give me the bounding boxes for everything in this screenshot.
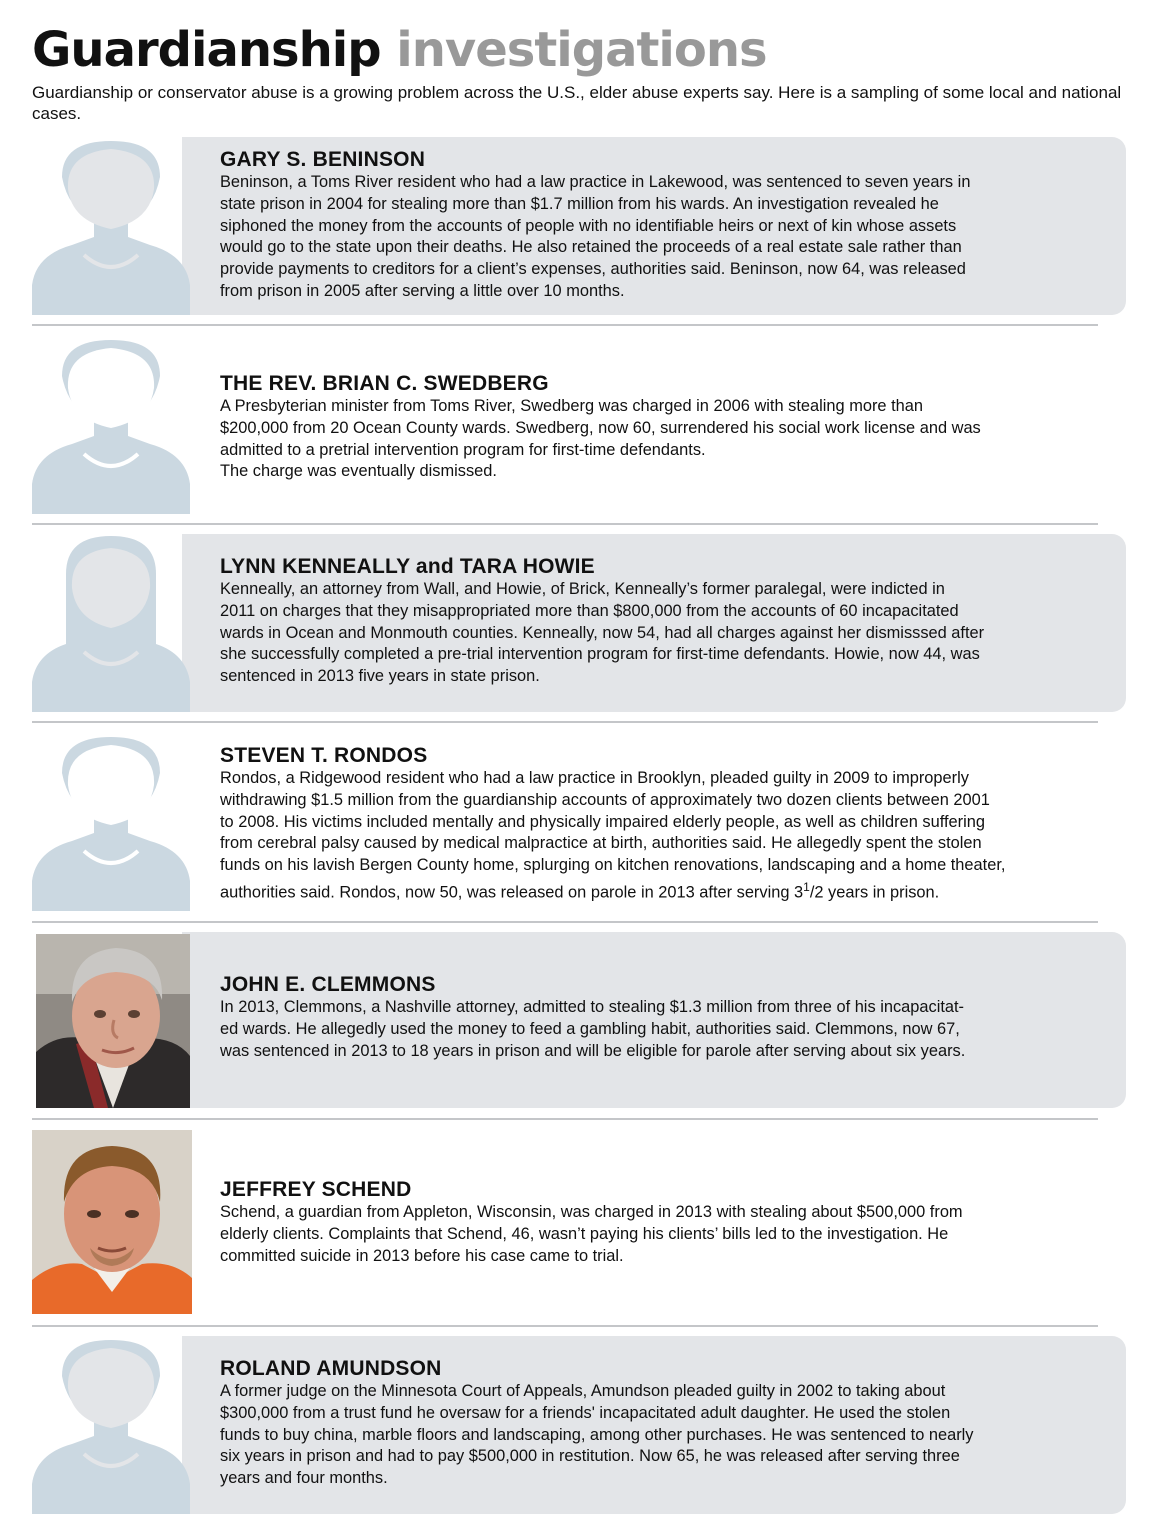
male-silhouette-icon bbox=[32, 137, 190, 315]
case-text bbox=[220, 148, 1110, 303]
case-entry-rondos bbox=[32, 733, 1126, 911]
schend-photo bbox=[32, 1130, 192, 1314]
title-dark: Guardianship bbox=[32, 22, 381, 78]
divider bbox=[32, 1118, 1098, 1120]
case-name: JOHN E. CLEMMONS bbox=[220, 973, 436, 996]
case-description-end: years in prison. bbox=[823, 883, 940, 902]
case-description: A former judge on the Minnesota Court of Appeals, Amundson pleaded guilty in 2002 to taking about $300,000 from a trust fund he oversaw for a friends' incapacitated adult daughter. He used the stolen funds to buy china, marble floors and landscaping, among other purchases. He was sentenced to nearly six years in prison and had to pay $500,000 in restitution. Now 65, he was released after serving three years and four months. bbox=[220, 1382, 974, 1488]
divider bbox=[32, 1325, 1098, 1327]
case-name: ROLAND AMUNDSON bbox=[220, 1357, 442, 1380]
case-description: A Presbyterian minister from Toms River, Swedberg was charged in 2006 with stealing more than $200,000 from 20 Ocean County wards. Swedberg, now 60, surrendered his social work license and was admitted to a pretrial intervention program for first-time defendants. The charge was eventually dismissed. bbox=[220, 397, 981, 481]
female-silhouette-icon bbox=[32, 534, 190, 712]
case-text bbox=[220, 744, 1110, 904]
case-description: Kenneally, an attorney from Wall, and Howie, of Brick, Kenneally’s former paralegal, were indicted in 2011 on charges that they misappropriated more than $800,000 from the accounts of 60 incapacitated wards in Ocean and Monmouth counties. Kenneally, now 54, had all charges against her dismisssed after she successfully completed a pre-trial intervention program for first-time defendants. Howie, now 44, was sentenced in 2013 five years in state prison. bbox=[220, 580, 985, 686]
divider bbox=[32, 523, 1098, 525]
case-entry-clemmons bbox=[32, 932, 1126, 1108]
page-title bbox=[32, 20, 1127, 80]
case-name: LYNN KENNEALLY and TARA HOWIE bbox=[220, 555, 595, 578]
case-text bbox=[220, 555, 1110, 688]
case-description: Beninson, a Toms River resident who had a law practice in Lakewood, was sentenced to seven years in state prison in 2004 for stealing more than $1.7 million from his wards. An investigation revealed he siphoned the money from the accounts of people with no identifiable heirs or next of kin whose assets would go to the state upon their deaths. He also retained the proceeds of a real estate sale rather than provide payments to creditors for a client’s expenses, authorities said. Beninson, now 64, was released from prison in 2005 after serving a little over 10 months. bbox=[220, 173, 971, 300]
case-name: STEVEN T. RONDOS bbox=[220, 744, 428, 767]
male-silhouette-icon bbox=[32, 733, 190, 911]
case-entry-beninson bbox=[32, 137, 1126, 315]
case-text bbox=[220, 973, 1110, 1062]
case-name: GARY S. BENINSON bbox=[220, 148, 426, 171]
case-description bbox=[220, 768, 1110, 904]
divider bbox=[32, 921, 1098, 923]
case-description-main: Rondos, a Ridgewood resident who had a law practice in Brooklyn, pleaded guilty in 2009 to improperly withdrawing $1.5 million from the guardianship accounts of approximately two dozen clients between 2001 to 2008. His victims included mentally and physically impaired elderly people, as well as children suffering from cerebral palsy caused by medical malpractice at birth, authorities said. He allegedly spent the stolen funds on his lavish Bergen County home, splurging on kitchen renovations, landscaping and a home theater, authorities said. Rondos, now 50, was released on parole in 2013 after serving 3 bbox=[220, 769, 1006, 902]
case-description: Schend, a guardian from Appleton, Wisconsin, was charged in 2013 with stealing about $500,000 from elderly clients. Complaints that Schend, 46, wasn’t paying his clients’ bills led to the investigation. He committed suicide in 2013 before his case came to trial. bbox=[220, 1203, 963, 1265]
divider bbox=[32, 721, 1098, 723]
male-silhouette-icon bbox=[32, 1336, 190, 1514]
case-text bbox=[220, 1178, 1110, 1267]
case-description: In 2013, Clemmons, a Nashville attorney, admitted to stealing $1.3 million from three of his incapacitat- ed wards. He allegedly used the money to feed a gambling habit, authorities said. Clemmons, now 67, was sentenced in 2013 to 18 years in prison and will be eligible for parole after serving about six years. bbox=[220, 998, 966, 1060]
clemmons-photo bbox=[36, 934, 190, 1108]
case-entry-kenneally-howie bbox=[32, 534, 1126, 712]
male-silhouette-icon bbox=[32, 336, 190, 514]
fraction-numerator: 1 bbox=[803, 879, 810, 894]
case-name: THE REV. BRIAN C. SWEDBERG bbox=[220, 372, 549, 395]
title-light: investigations bbox=[396, 22, 767, 78]
case-entry-amundson bbox=[32, 1336, 1126, 1514]
divider bbox=[32, 324, 1098, 326]
case-entry-swedberg bbox=[32, 336, 1126, 514]
page-subtitle: Guardianship or conservator abuse is a growing problem across the U.S., elder abuse experts say. Here is a sampling of some local and national cases. bbox=[32, 83, 1122, 123]
fraction-denominator: /2 bbox=[809, 883, 824, 902]
case-name: JEFFREY SCHEND bbox=[220, 1178, 412, 1201]
case-entry-schend bbox=[32, 1128, 1126, 1316]
case-text bbox=[220, 1357, 1110, 1490]
case-text bbox=[220, 372, 1110, 483]
header bbox=[32, 20, 1127, 124]
